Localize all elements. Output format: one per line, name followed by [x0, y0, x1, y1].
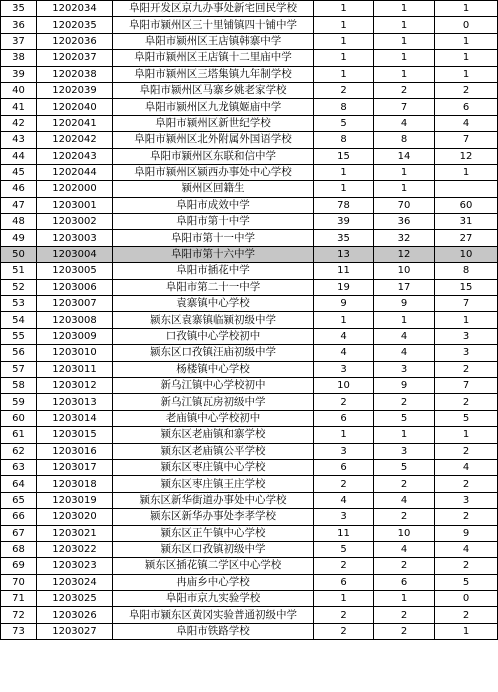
- count-c-cell: 8: [435, 263, 498, 279]
- count-a-cell: 1: [314, 17, 374, 33]
- count-b-cell: 2: [374, 509, 435, 525]
- table-row: [1, 132, 498, 148]
- row-index-cell: 50: [1, 246, 37, 262]
- school-code-cell: 1203021: [37, 525, 113, 541]
- table-row: [1, 296, 498, 312]
- count-c-cell: 1: [435, 427, 498, 443]
- school-name-cell: 阜阳市颍州区王店镇十二里庙中学: [113, 50, 314, 66]
- table-row: [1, 50, 498, 66]
- count-a-cell: 15: [314, 148, 374, 164]
- count-c-cell: 6: [435, 99, 498, 115]
- table-row: [1, 214, 498, 230]
- count-a-cell: 6: [314, 410, 374, 426]
- school-code-cell: 1202039: [37, 82, 113, 98]
- school-name-cell: 阜阳市第十中学: [113, 214, 314, 230]
- school-name-cell: 颍东区口孜镇初级中学: [113, 541, 314, 557]
- school-code-cell: 1203011: [37, 361, 113, 377]
- school-code-cell: 1202037: [37, 50, 113, 66]
- table-row: [1, 99, 498, 115]
- count-a-cell: 5: [314, 115, 374, 131]
- school-code-cell: 1202041: [37, 115, 113, 131]
- count-b-cell: 4: [374, 345, 435, 361]
- count-c-cell: 1: [435, 66, 498, 82]
- count-a-cell: 11: [314, 525, 374, 541]
- count-a-cell: 1: [314, 591, 374, 607]
- count-c-cell: 2: [435, 476, 498, 492]
- count-b-cell: 7: [374, 99, 435, 115]
- count-c-cell: 0: [435, 17, 498, 33]
- school-code-cell: 1203024: [37, 574, 113, 590]
- school-code-cell: 1203017: [37, 459, 113, 475]
- count-b-cell: 5: [374, 459, 435, 475]
- table-row: [1, 509, 498, 525]
- count-a-cell: 2: [314, 394, 374, 410]
- school-code-cell: 1202035: [37, 17, 113, 33]
- table-row: [1, 558, 498, 574]
- table-row: [1, 476, 498, 492]
- count-b-cell: 32: [374, 230, 435, 246]
- count-b-cell: 9: [374, 296, 435, 312]
- row-index-cell: 41: [1, 99, 37, 115]
- count-c-cell: 3: [435, 345, 498, 361]
- table-row: [1, 377, 498, 393]
- count-c-cell: 7: [435, 132, 498, 148]
- table-row: [1, 541, 498, 557]
- count-b-cell: 6: [374, 574, 435, 590]
- count-a-cell: 1: [314, 427, 374, 443]
- row-index-cell: 35: [1, 1, 37, 17]
- count-a-cell: 5: [314, 541, 374, 557]
- table-row: [1, 279, 498, 295]
- row-index-cell: 65: [1, 492, 37, 508]
- row-index-cell: 59: [1, 394, 37, 410]
- count-c-cell: 2: [435, 361, 498, 377]
- count-c-cell: 1: [435, 164, 498, 180]
- school-name-cell: 阜阳市成效中学: [113, 197, 314, 213]
- school-code-cell: 1203005: [37, 263, 113, 279]
- count-c-cell: 0: [435, 591, 498, 607]
- table-row: [1, 312, 498, 328]
- school-name-cell: 新乌江镇瓦房初级中学: [113, 394, 314, 410]
- school-name-cell: 阜阳市颍州区三十里铺镇四十铺中学: [113, 17, 314, 33]
- count-c-cell: [435, 181, 498, 197]
- count-c-cell: 3: [435, 328, 498, 344]
- school-code-cell: 1203012: [37, 377, 113, 393]
- school-code-cell: 1202043: [37, 148, 113, 164]
- count-a-cell: 9: [314, 296, 374, 312]
- count-c-cell: 1: [435, 33, 498, 49]
- count-b-cell: 10: [374, 525, 435, 541]
- table-row: [1, 525, 498, 541]
- school-code-cell: 1203002: [37, 214, 113, 230]
- school-code-cell: 1203009: [37, 328, 113, 344]
- row-index-cell: 63: [1, 459, 37, 475]
- school-code-cell: 1203006: [37, 279, 113, 295]
- table-row: [1, 459, 498, 475]
- table-row: [1, 492, 498, 508]
- count-b-cell: 36: [374, 214, 435, 230]
- school-name-cell: 颍东区袁寨镇临颍初级中学: [113, 312, 314, 328]
- count-b-cell: 3: [374, 443, 435, 459]
- table-row: [1, 361, 498, 377]
- count-c-cell: 4: [435, 115, 498, 131]
- count-b-cell: 2: [374, 394, 435, 410]
- count-c-cell: 4: [435, 541, 498, 557]
- school-name-cell: 颍东区插花镇二学区中心学校: [113, 558, 314, 574]
- row-index-cell: 68: [1, 541, 37, 557]
- count-a-cell: 2: [314, 623, 374, 639]
- count-c-cell: 7: [435, 296, 498, 312]
- table-row: [1, 148, 498, 164]
- count-a-cell: 6: [314, 459, 374, 475]
- school-code-cell: 1202040: [37, 99, 113, 115]
- school-name-cell: 阜阳开发区京九办事处新宅回民学校: [113, 1, 314, 17]
- school-code-cell: 1203001: [37, 197, 113, 213]
- count-a-cell: 1: [314, 33, 374, 49]
- count-b-cell: 14: [374, 148, 435, 164]
- table-row: [1, 82, 498, 98]
- school-name-cell: 新乌江镇中心学校初中: [113, 377, 314, 393]
- school-name-cell: 阜阳市第十一中学: [113, 230, 314, 246]
- count-a-cell: 1: [314, 50, 374, 66]
- table-row: [1, 394, 498, 410]
- count-b-cell: 8: [374, 132, 435, 148]
- count-a-cell: 4: [314, 328, 374, 344]
- count-c-cell: 31: [435, 214, 498, 230]
- row-index-cell: 42: [1, 115, 37, 131]
- count-b-cell: 1: [374, 181, 435, 197]
- row-index-cell: 47: [1, 197, 37, 213]
- count-a-cell: 8: [314, 132, 374, 148]
- school-code-cell: 1202036: [37, 33, 113, 49]
- school-code-cell: 1202044: [37, 164, 113, 180]
- row-index-cell: 48: [1, 214, 37, 230]
- count-b-cell: 2: [374, 558, 435, 574]
- count-a-cell: 2: [314, 558, 374, 574]
- row-index-cell: 40: [1, 82, 37, 98]
- count-b-cell: 4: [374, 541, 435, 557]
- count-b-cell: 1: [374, 427, 435, 443]
- count-a-cell: 8: [314, 99, 374, 115]
- row-index-cell: 64: [1, 476, 37, 492]
- school-code-cell: 1203004: [37, 246, 113, 262]
- count-b-cell: 2: [374, 476, 435, 492]
- count-b-cell: 9: [374, 377, 435, 393]
- school-code-cell: 1202042: [37, 132, 113, 148]
- count-a-cell: 3: [314, 443, 374, 459]
- table-row: [1, 115, 498, 131]
- count-a-cell: 1: [314, 164, 374, 180]
- row-index-cell: 71: [1, 591, 37, 607]
- row-index-cell: 37: [1, 33, 37, 49]
- row-index-cell: 69: [1, 558, 37, 574]
- count-b-cell: 1: [374, 312, 435, 328]
- school-code-cell: 1203016: [37, 443, 113, 459]
- count-c-cell: 1: [435, 50, 498, 66]
- school-code-cell: 1203022: [37, 541, 113, 557]
- row-index-cell: 67: [1, 525, 37, 541]
- row-index-cell: 45: [1, 164, 37, 180]
- school-name-cell: 阜阳市颍州区新世纪学校: [113, 115, 314, 131]
- school-code-cell: 1203018: [37, 476, 113, 492]
- school-name-cell: 颍东区枣庄镇王庄学校: [113, 476, 314, 492]
- count-a-cell: 4: [314, 492, 374, 508]
- school-code-cell: 1203008: [37, 312, 113, 328]
- table-row: [1, 591, 498, 607]
- count-c-cell: 10: [435, 246, 498, 262]
- school-name-cell: 阜阳市第二十一中学: [113, 279, 314, 295]
- count-c-cell: 2: [435, 443, 498, 459]
- count-c-cell: 27: [435, 230, 498, 246]
- count-c-cell: 1: [435, 312, 498, 328]
- count-a-cell: 13: [314, 246, 374, 262]
- row-index-cell: 73: [1, 623, 37, 639]
- count-b-cell: 1: [374, 1, 435, 17]
- count-b-cell: 70: [374, 197, 435, 213]
- school-name-cell: 颍东区老庙镇和寨学校: [113, 427, 314, 443]
- count-b-cell: 17: [374, 279, 435, 295]
- row-index-cell: 55: [1, 328, 37, 344]
- count-c-cell: 5: [435, 410, 498, 426]
- table-row: [1, 623, 498, 639]
- row-index-cell: 54: [1, 312, 37, 328]
- school-name-cell: 阜阳市颍州区东联和信中学: [113, 148, 314, 164]
- count-a-cell: 1: [314, 181, 374, 197]
- school-name-cell: 颍东区新华街道办事处中心学校: [113, 492, 314, 508]
- school-name-cell: 颍东区老庙镇公平学校: [113, 443, 314, 459]
- count-a-cell: 11: [314, 263, 374, 279]
- count-b-cell: 4: [374, 328, 435, 344]
- table-row: [1, 230, 498, 246]
- table-row: [1, 66, 498, 82]
- count-c-cell: 2: [435, 607, 498, 623]
- count-a-cell: 3: [314, 361, 374, 377]
- count-b-cell: 4: [374, 492, 435, 508]
- row-index-cell: 56: [1, 345, 37, 361]
- school-name-cell: 阜阳市颍州区王店镇韩寨中学: [113, 33, 314, 49]
- count-b-cell: 2: [374, 607, 435, 623]
- row-index-cell: 36: [1, 17, 37, 33]
- school-code-cell: 1203026: [37, 607, 113, 623]
- school-code-cell: 1203013: [37, 394, 113, 410]
- count-a-cell: 78: [314, 197, 374, 213]
- count-a-cell: 19: [314, 279, 374, 295]
- table-row: [1, 1, 498, 17]
- count-a-cell: 39: [314, 214, 374, 230]
- school-code-cell: 1203003: [37, 230, 113, 246]
- count-c-cell: 15: [435, 279, 498, 295]
- table-row: [1, 197, 498, 213]
- school-name-cell: 阜阳市颍州区三塔集镇九年制学校: [113, 66, 314, 82]
- school-name-cell: 老庙镇中心学校初中: [113, 410, 314, 426]
- row-index-cell: 39: [1, 66, 37, 82]
- count-b-cell: 1: [374, 164, 435, 180]
- count-a-cell: 1: [314, 66, 374, 82]
- row-index-cell: 46: [1, 181, 37, 197]
- school-name-cell: 袁寨镇中心学校: [113, 296, 314, 312]
- count-b-cell: 1: [374, 33, 435, 49]
- count-b-cell: 3: [374, 361, 435, 377]
- school-name-cell: 颍东区枣庄镇中心学校: [113, 459, 314, 475]
- count-b-cell: 2: [374, 623, 435, 639]
- count-c-cell: 3: [435, 492, 498, 508]
- school-name-cell: 颍东区口孜镇汪庙初级中学: [113, 345, 314, 361]
- table-row: [1, 246, 498, 262]
- school-name-cell: 阜阳市第十六中学: [113, 246, 314, 262]
- school-code-cell: 1202038: [37, 66, 113, 82]
- count-c-cell: 2: [435, 558, 498, 574]
- row-index-cell: 70: [1, 574, 37, 590]
- table-row: [1, 328, 498, 344]
- count-a-cell: 35: [314, 230, 374, 246]
- school-name-cell: 阜阳市铁路学校: [113, 623, 314, 639]
- count-b-cell: 4: [374, 115, 435, 131]
- school-code-cell: 1203020: [37, 509, 113, 525]
- row-index-cell: 51: [1, 263, 37, 279]
- school-name-cell: 阜阳市颍州区九龙镇姬庙中学: [113, 99, 314, 115]
- count-b-cell: 1: [374, 66, 435, 82]
- row-index-cell: 61: [1, 427, 37, 443]
- school-name-cell: 冉庙乡中心学校: [113, 574, 314, 590]
- row-index-cell: 60: [1, 410, 37, 426]
- row-index-cell: 62: [1, 443, 37, 459]
- school-name-cell: 颍州区回籍生: [113, 181, 314, 197]
- count-b-cell: 5: [374, 410, 435, 426]
- school-name-cell: 杨楼镇中心学校: [113, 361, 314, 377]
- row-index-cell: 38: [1, 50, 37, 66]
- school-code-cell: 1202000: [37, 181, 113, 197]
- school-name-cell: 阜阳市颍州区北外附属外国语学校: [113, 132, 314, 148]
- table-row: [1, 345, 498, 361]
- count-b-cell: 1: [374, 591, 435, 607]
- row-index-cell: 57: [1, 361, 37, 377]
- count-a-cell: 3: [314, 509, 374, 525]
- count-c-cell: 12: [435, 148, 498, 164]
- count-c-cell: 4: [435, 459, 498, 475]
- row-index-cell: 53: [1, 296, 37, 312]
- school-name-cell: 口孜镇中心学校初中: [113, 328, 314, 344]
- row-index-cell: 58: [1, 377, 37, 393]
- school-code-cell: 1203007: [37, 296, 113, 312]
- count-b-cell: 10: [374, 263, 435, 279]
- table-row: [1, 443, 498, 459]
- school-code-cell: 1203023: [37, 558, 113, 574]
- school-name-cell: 阜阳市插花中学: [113, 263, 314, 279]
- table-row: [1, 263, 498, 279]
- table-row: [1, 181, 498, 197]
- count-a-cell: 2: [314, 607, 374, 623]
- count-b-cell: 2: [374, 82, 435, 98]
- count-c-cell: 60: [435, 197, 498, 213]
- count-c-cell: 5: [435, 574, 498, 590]
- school-name-cell: 颍东区新华办事处李孝学校: [113, 509, 314, 525]
- table-row: [1, 164, 498, 180]
- table-row: [1, 17, 498, 33]
- count-b-cell: 12: [374, 246, 435, 262]
- row-index-cell: 72: [1, 607, 37, 623]
- row-index-cell: 44: [1, 148, 37, 164]
- count-a-cell: 1: [314, 312, 374, 328]
- count-c-cell: 1: [435, 623, 498, 639]
- school-code-cell: 1203015: [37, 427, 113, 443]
- school-name-cell: 阜阳市颍州区马寨乡姚老家学校: [113, 82, 314, 98]
- row-index-cell: 66: [1, 509, 37, 525]
- count-a-cell: 1: [314, 1, 374, 17]
- count-a-cell: 10: [314, 377, 374, 393]
- school-code-cell: 1203025: [37, 591, 113, 607]
- count-c-cell: 2: [435, 82, 498, 98]
- count-c-cell: 2: [435, 509, 498, 525]
- school-name-cell: 颍东区正午镇中心学校: [113, 525, 314, 541]
- row-index-cell: 49: [1, 230, 37, 246]
- count-c-cell: 2: [435, 394, 498, 410]
- table-row: [1, 427, 498, 443]
- school-name-cell: 阜阳市京九实验学校: [113, 591, 314, 607]
- count-a-cell: 6: [314, 574, 374, 590]
- count-b-cell: 1: [374, 50, 435, 66]
- table-row: [1, 574, 498, 590]
- row-index-cell: 43: [1, 132, 37, 148]
- count-a-cell: 2: [314, 82, 374, 98]
- count-c-cell: 1: [435, 1, 498, 17]
- count-a-cell: 2: [314, 476, 374, 492]
- table-row: [1, 607, 498, 623]
- count-b-cell: 1: [374, 17, 435, 33]
- school-code-cell: 1203019: [37, 492, 113, 508]
- school-code-cell: 1202034: [37, 1, 113, 17]
- table-row: [1, 33, 498, 49]
- school-code-cell: 1203027: [37, 623, 113, 639]
- table-row: [1, 410, 498, 426]
- count-c-cell: 7: [435, 377, 498, 393]
- count-a-cell: 4: [314, 345, 374, 361]
- school-code-cell: 1203010: [37, 345, 113, 361]
- school-code-cell: 1203014: [37, 410, 113, 426]
- school-name-cell: 阜阳市颍州区颍西办事处中心学校: [113, 164, 314, 180]
- row-index-cell: 52: [1, 279, 37, 295]
- count-c-cell: 9: [435, 525, 498, 541]
- school-name-cell: 阜阳市颍东区黄冈实验普通初级中学: [113, 607, 314, 623]
- table-body: [1, 1, 498, 640]
